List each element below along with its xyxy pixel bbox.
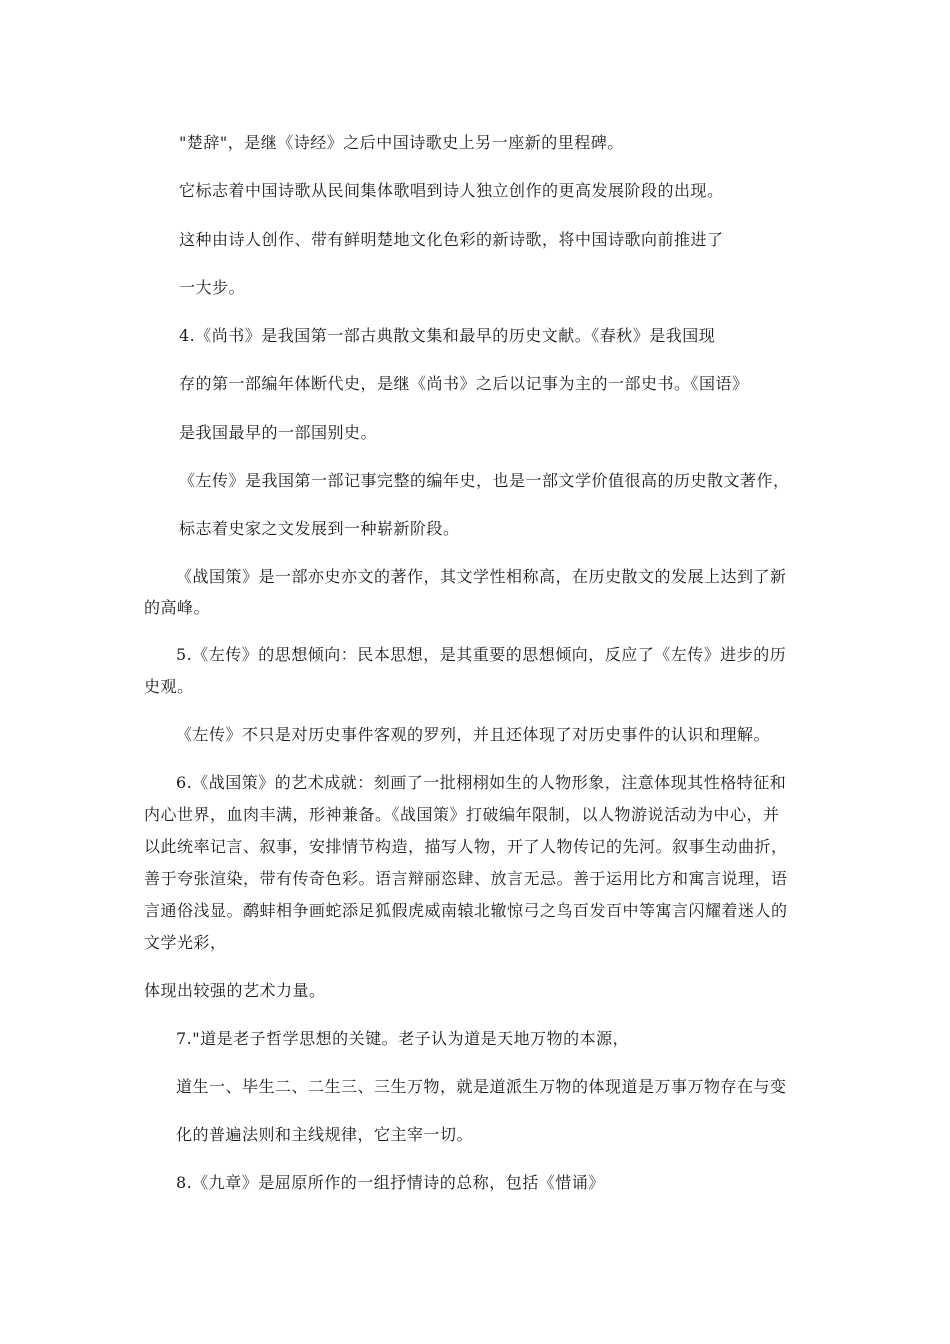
text-line: 4.《尚书》是我国第一部古典散文集和最早的历史文献。《春秋》是我国现 — [179, 326, 716, 345]
text-line: 的高峰。 — [144, 598, 211, 617]
text-line: 化的普遍法则和主线规律，它主宰一切。 — [176, 1125, 474, 1144]
text-line: 史观。 — [144, 677, 194, 696]
text-line: 标志着史家之文发展到一种崭新阶段。 — [179, 519, 460, 538]
text-line: 是我国最早的一部国别史。 — [179, 423, 378, 442]
text-line: 内心世界，血肉丰满，形神兼备。《战国策》打破编年限制，以人物游说活动为中心，并 — [144, 805, 780, 824]
text-line: 5.《左传》的思想倾向：民本思想，是其重要的思想倾向，反应了《左传》进步的历 — [176, 645, 787, 664]
text-line: 8.《九章》是屈原所作的一组抒情诗的总称，包括《惜诵》 — [176, 1173, 605, 1192]
text-line: 言通俗浅显。鹬蚌相争画蛇添足狐假虎威南辕北辙惊弓之鸟百发百中等寓言闪耀着迷人的 — [144, 901, 788, 920]
text-line: 《左传》是我国第一部记事完整的编年史，也是一部文学价值很高的历史散文著作， — [179, 471, 790, 490]
text-line: 文学光彩， — [144, 933, 227, 952]
text-line: 体现出较强的艺术力量。 — [144, 981, 326, 1000]
text-line: 善于夸张渲染，带有传奇色彩。语言辩丽恣肆、放言无忌。善于运用比方和寓言说理，语 — [144, 869, 788, 888]
text-line: 7."道是老子哲学思想的关键。老子认为道是天地万物的本源， — [176, 1029, 630, 1048]
text-line: 道生一、毕生二、二生三、三生万物，就是道派生万物的体现道是万事万物存在与变 — [176, 1077, 787, 1096]
text-line: 《左传》不只是对历史事件客观的罗列，并且还体现了对历史事件的认识和理解。 — [176, 725, 771, 744]
text-line: 一大步。 — [179, 278, 246, 297]
text-line: "楚辞"，是继《诗经》之后中国诗歌史上另一座新的里程碑。 — [179, 133, 624, 152]
text-line: 存的第一部编年体断代史，是继《尚书》之后以记事为主的一部史书。《国语》 — [179, 374, 749, 393]
text-line: 这种由诗人创作、带有鲜明楚地文化色彩的新诗歌，将中国诗歌向前推进了 — [179, 230, 724, 249]
text-line: 6.《战国策》的艺术成就：刻画了一批栩栩如生的人物形象，注意体现其性格特征和 — [176, 773, 787, 792]
text-line: 它标志着中国诗歌从民间集体歌唱到诗人独立创作的更高发展阶段的出现。 — [179, 181, 724, 200]
text-line: 以此统率记言、叙事，安排情节构造，描写人物，开了人物传记的先河。叙事生动曲折， — [144, 837, 788, 856]
text-line: 《战国策》是一部亦史亦文的著作，其文学性相称高，在历史散文的发展上达到了新 — [176, 567, 787, 586]
